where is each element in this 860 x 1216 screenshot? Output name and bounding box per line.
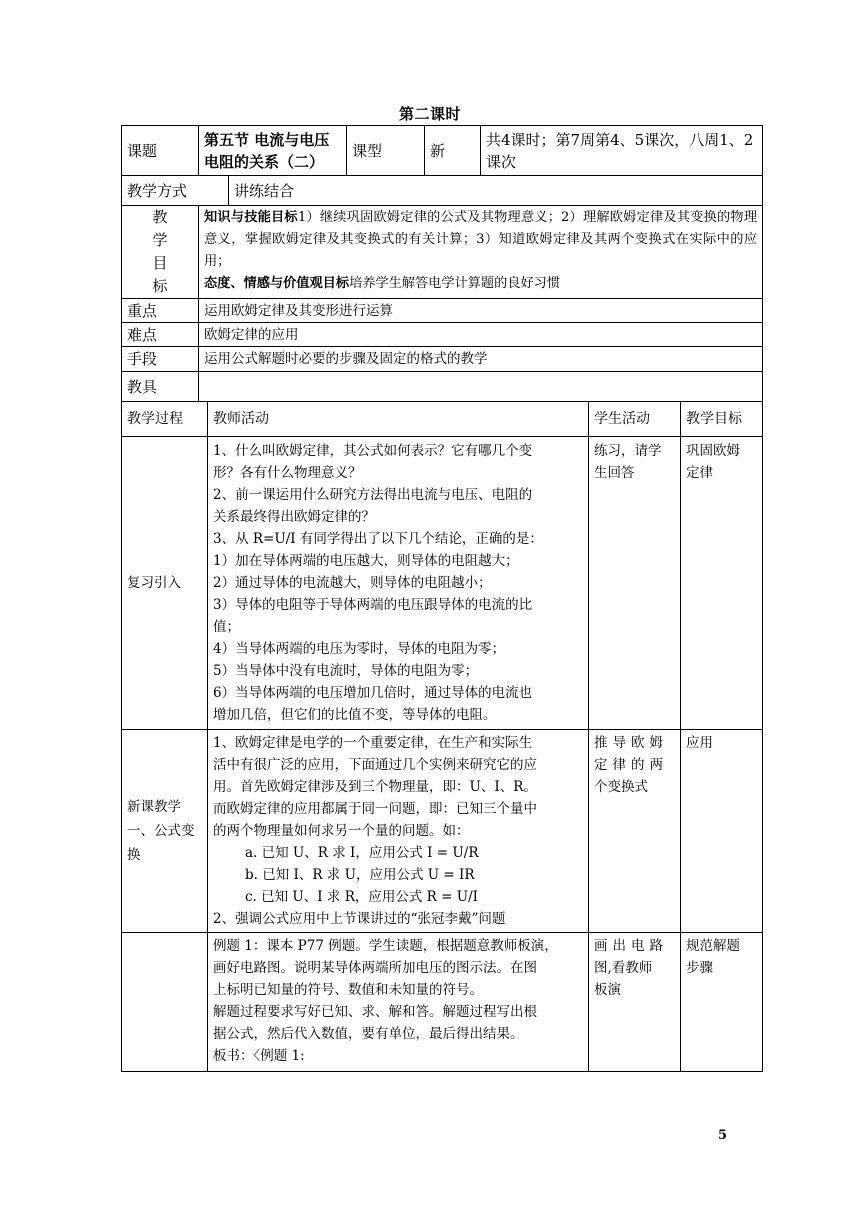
- review-teacher-activity: 1、什么叫欧姆定律，其公式如何表示？它有哪几个变 形？各有什么物理意义？ 2、前一课运用什么研究方法得出电流与电压、电阻的 关系最终得出欧姆定律的？ 3、从 R=U/I 有同学得出了以下几个结论，正确的是： 1）加在导体两端的电压越大，则导体的电阻越大； 2）通过导体的电流越大，则导体的电阻越小； 3）导体的电阻等于导体两端的电压跟导体的电流的比 值； 4）当导体两端的电压为零时，导体的电阻为零； 5）当导体中没有电流时，导体的电阻为零； 6）当导体两端的电压增加几倍时，通过导体的电流也 增加几倍，但它们的比值不变，等导体的电阻。: [208, 437, 589, 730]
- new-lesson-teacher-activity: 1、欧姆定律是电学的一个重要定律，在生产和实际生 活中有很广泛的应用，下面通过几个实例来研究它的应 用。首先欧姆定律涉及到三个物理量，即：U、I、R。 而欧姆定律的应用都属于同一问题，即：已知三个量中 的两个物理量如何求另一个量的问题。如： a. 已知 U、R 求 I，应用公式 I = U/R b. 已知 I、R 求 U，应用公式 U = IR c. 已知 U、I 求 R，应用公式 R = U/I 2、强调公式应用中上节课讲过的“张冠李戴”问题: [208, 730, 589, 933]
- header-goal: 教学目标: [681, 402, 763, 437]
- key-point-value: 运用欧姆定律及其变形进行运算: [199, 299, 763, 323]
- lesson-topic: 第五节 电流与电压电阻的关系（二）: [199, 126, 347, 176]
- goals-label: 教 学 目 标: [122, 206, 199, 299]
- formula-u: b. 已知 I、R 求 U，应用公式 U = IR: [245, 867, 475, 883]
- header-student: 学生活动: [589, 402, 681, 437]
- method-label: 教学方式: [122, 176, 229, 206]
- formula-r: c. 已知 U、I 求 R，应用公式 R = U/I: [245, 889, 478, 905]
- difficulty-label: 难点: [122, 323, 199, 347]
- tools-label: 教具: [122, 372, 199, 402]
- review-student-activity: 练习，请学 生回答: [589, 437, 681, 730]
- example-goal: 规范解题 步骤: [681, 933, 763, 1072]
- means-value: 运用公式解题时必要的步骤及固定的格式的教学: [199, 347, 763, 372]
- new-lesson-goal: 应用: [681, 730, 763, 933]
- example-teacher-activity: 例题 1：课本 P77 例题。学生读题，根据题意教师板演， 画好电路图。说明某导体两端所加电压的图示法。在图 上标明已知量的符号、数值和未知量的符号。 解题过程要求写好已知、求、解和答。解题过程写出根 据公式，然后代入数值，要有单位，最后得出结果。 板书：〈例题 1:: [208, 933, 589, 1072]
- review-label: 复习引入: [122, 437, 208, 730]
- difficulty-value: 欧姆定律的应用: [199, 323, 763, 347]
- new-lesson-student-activity: 推导欧姆 定律的两 个变换式: [589, 730, 681, 933]
- example-student-activity: 画出电路 图,看教师 板演: [589, 933, 681, 1072]
- teaching-process-table: [121, 401, 763, 1072]
- means-label: 手段: [122, 347, 199, 372]
- kexing-label: 课型: [347, 126, 425, 176]
- kexing-value: 新: [425, 126, 481, 176]
- tools-value: [199, 372, 763, 402]
- new-lesson-label: 新课教学 一、公式变 换: [122, 730, 208, 933]
- header-teacher: 教师活动: [208, 402, 589, 437]
- method-value: 讲练结合: [229, 176, 763, 206]
- example-label: [122, 933, 208, 1072]
- page-title: 第二课时: [398, 105, 461, 123]
- schedule-text: 共4课时；第7周第4、5课次，八周1、2课次: [481, 126, 763, 176]
- review-goal: 巩固欧姆 定律: [681, 437, 763, 730]
- formula-i: a. 已知 U、R 求 I，应用公式 I = U/R: [245, 845, 479, 861]
- key-point-label: 重点: [122, 299, 199, 323]
- keti-label: 课题: [122, 126, 199, 176]
- header-process: 教学过程: [122, 402, 208, 437]
- goals-content: 知识与技能目标1）继续巩固欧姆定律的公式及其物理意义；2）理解欧姆定律及其变换的物理意义，掌握欧姆定律及其变换式的有关计算；3）知道欧姆定律及其两个变换式在实际中的应用； 态度、情感与价值观目标培养学生解答电学计算题的良好习惯: [199, 206, 763, 299]
- page-number: 5: [718, 1128, 728, 1143]
- lesson-info-table: [121, 125, 763, 402]
